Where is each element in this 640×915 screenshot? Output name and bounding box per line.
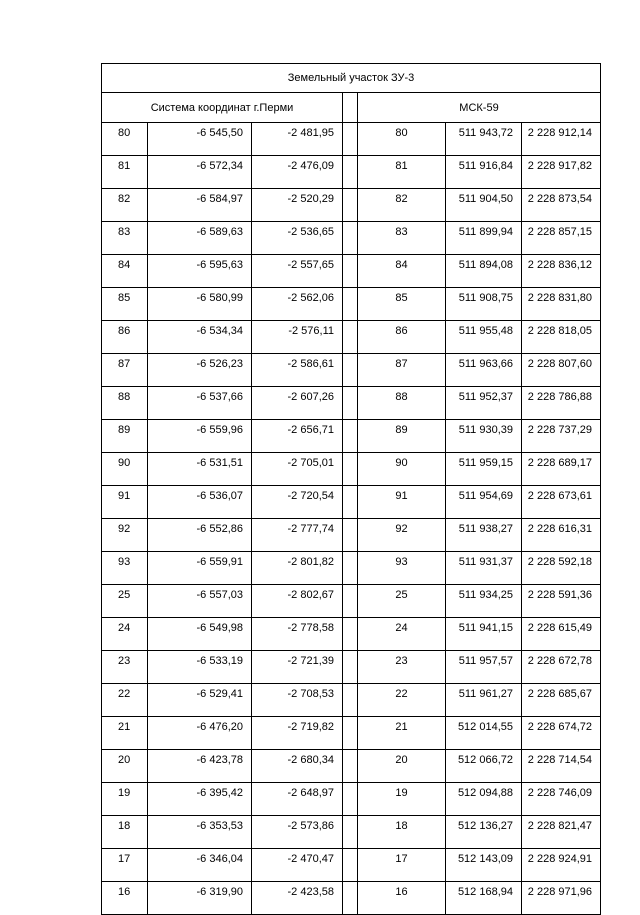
point-number-local: 18 bbox=[102, 816, 148, 849]
msk-y-value: 2 228 714,54 bbox=[522, 750, 601, 783]
spacer-cell bbox=[343, 255, 358, 288]
point-number-local: 92 bbox=[102, 519, 148, 552]
point-number-msk: 88 bbox=[358, 387, 446, 420]
point-number-local: 17 bbox=[102, 849, 148, 882]
local-y-value: -2 423,58 bbox=[252, 882, 343, 915]
msk-x-value: 512 168,94 bbox=[446, 882, 522, 915]
point-number-local: 89 bbox=[102, 420, 148, 453]
local-x-value: -6 534,34 bbox=[148, 321, 252, 354]
point-number-local: 16 bbox=[102, 882, 148, 915]
point-number-local: 87 bbox=[102, 354, 148, 387]
local-x-value: -6 595,63 bbox=[148, 255, 252, 288]
table-row bbox=[102, 453, 601, 486]
local-x-value: -6 395,42 bbox=[148, 783, 252, 816]
point-number-msk: 20 bbox=[358, 750, 446, 783]
msk-x-value: 512 136,27 bbox=[446, 816, 522, 849]
msk-x-value: 511 959,15 bbox=[446, 453, 522, 486]
table-row bbox=[102, 783, 601, 816]
msk-x-value: 511 938,27 bbox=[446, 519, 522, 552]
msk-x-value: 511 941,15 bbox=[446, 618, 522, 651]
spacer-cell bbox=[343, 156, 358, 189]
local-y-value: -2 586,61 bbox=[252, 354, 343, 387]
local-x-value: -6 572,34 bbox=[148, 156, 252, 189]
point-number-msk: 80 bbox=[358, 123, 446, 156]
local-y-value: -2 777,74 bbox=[252, 519, 343, 552]
coordinate-systems-row bbox=[102, 93, 601, 123]
msk-y-value: 2 228 615,49 bbox=[522, 618, 601, 651]
local-y-value: -2 720,54 bbox=[252, 486, 343, 519]
point-number-local: 22 bbox=[102, 684, 148, 717]
msk-x-value: 511 957,57 bbox=[446, 651, 522, 684]
point-number-msk: 91 bbox=[358, 486, 446, 519]
local-x-value: -6 346,04 bbox=[148, 849, 252, 882]
local-x-value: -6 589,63 bbox=[148, 222, 252, 255]
point-number-local: 88 bbox=[102, 387, 148, 420]
spacer-cell bbox=[343, 750, 358, 783]
msk-y-value: 2 228 873,54 bbox=[522, 189, 601, 222]
local-x-value: -6 536,07 bbox=[148, 486, 252, 519]
local-x-value: -6 423,78 bbox=[148, 750, 252, 783]
point-number-msk: 92 bbox=[358, 519, 446, 552]
msk-x-value: 511 904,50 bbox=[446, 189, 522, 222]
point-number-local: 85 bbox=[102, 288, 148, 321]
table-row bbox=[102, 420, 601, 453]
local-y-value: -2 719,82 bbox=[252, 717, 343, 750]
point-number-local: 86 bbox=[102, 321, 148, 354]
point-number-msk: 87 bbox=[358, 354, 446, 387]
point-number-msk: 18 bbox=[358, 816, 446, 849]
local-x-value: -6 584,97 bbox=[148, 189, 252, 222]
msk-x-value: 511 955,48 bbox=[446, 321, 522, 354]
msk-x-value: 511 943,72 bbox=[446, 123, 522, 156]
local-y-value: -2 680,34 bbox=[252, 750, 343, 783]
point-number-msk: 22 bbox=[358, 684, 446, 717]
point-number-local: 25 bbox=[102, 585, 148, 618]
point-number-local: 24 bbox=[102, 618, 148, 651]
spacer-cell bbox=[343, 783, 358, 816]
point-number-msk: 86 bbox=[358, 321, 446, 354]
msk-y-value: 2 228 786,88 bbox=[522, 387, 601, 420]
local-x-value: -6 559,91 bbox=[148, 552, 252, 585]
table-row bbox=[102, 123, 601, 156]
point-number-local: 83 bbox=[102, 222, 148, 255]
point-number-msk: 25 bbox=[358, 585, 446, 618]
local-y-value: -2 656,71 bbox=[252, 420, 343, 453]
local-x-value: -6 319,90 bbox=[148, 882, 252, 915]
point-number-msk: 85 bbox=[358, 288, 446, 321]
msk-x-value: 512 143,09 bbox=[446, 849, 522, 882]
msk-y-value: 2 228 818,05 bbox=[522, 321, 601, 354]
msk-y-value: 2 228 831,80 bbox=[522, 288, 601, 321]
local-y-value: -2 778,58 bbox=[252, 618, 343, 651]
table-row bbox=[102, 255, 601, 288]
point-number-msk: 17 bbox=[358, 849, 446, 882]
point-number-local: 19 bbox=[102, 783, 148, 816]
point-number-local: 90 bbox=[102, 453, 148, 486]
msk-x-value: 511 916,84 bbox=[446, 156, 522, 189]
point-number-msk: 83 bbox=[358, 222, 446, 255]
msk-y-value: 2 228 924,91 bbox=[522, 849, 601, 882]
spacer-cell bbox=[343, 519, 358, 552]
local-y-value: -2 705,01 bbox=[252, 453, 343, 486]
table-row bbox=[102, 156, 601, 189]
local-y-value: -2 536,65 bbox=[252, 222, 343, 255]
point-number-msk: 84 bbox=[358, 255, 446, 288]
local-x-value: -6 537,66 bbox=[148, 387, 252, 420]
msk-y-value: 2 228 616,31 bbox=[522, 519, 601, 552]
point-number-local: 21 bbox=[102, 717, 148, 750]
local-x-value: -6 580,99 bbox=[148, 288, 252, 321]
local-y-value: -2 648,97 bbox=[252, 783, 343, 816]
spacer-cell bbox=[343, 321, 358, 354]
msk-x-value: 512 066,72 bbox=[446, 750, 522, 783]
spacer-cell bbox=[343, 585, 358, 618]
msk-y-value: 2 228 737,29 bbox=[522, 420, 601, 453]
local-x-value: -6 545,50 bbox=[148, 123, 252, 156]
table-row bbox=[102, 849, 601, 882]
table-row bbox=[102, 651, 601, 684]
msk-x-value: 511 954,69 bbox=[446, 486, 522, 519]
msk-y-value: 2 228 674,72 bbox=[522, 717, 601, 750]
spacer-cell bbox=[343, 222, 358, 255]
msk-y-value: 2 228 807,60 bbox=[522, 354, 601, 387]
table-row bbox=[102, 618, 601, 651]
spacer-cell bbox=[343, 717, 358, 750]
table-title: Земельный участок ЗУ-3 bbox=[102, 64, 601, 93]
point-number-local: 81 bbox=[102, 156, 148, 189]
table-row bbox=[102, 585, 601, 618]
table-row bbox=[102, 486, 601, 519]
local-y-value: -2 520,29 bbox=[252, 189, 343, 222]
msk-y-value: 2 228 912,14 bbox=[522, 123, 601, 156]
msk-y-value: 2 228 592,18 bbox=[522, 552, 601, 585]
msk-x-value: 511 908,75 bbox=[446, 288, 522, 321]
local-y-value: -2 470,47 bbox=[252, 849, 343, 882]
point-number-msk: 93 bbox=[358, 552, 446, 585]
left-system-header: Система координат г.Перми bbox=[102, 93, 343, 123]
local-x-value: -6 531,51 bbox=[148, 453, 252, 486]
local-y-value: -2 557,65 bbox=[252, 255, 343, 288]
msk-x-value: 511 930,39 bbox=[446, 420, 522, 453]
point-number-msk: 90 bbox=[358, 453, 446, 486]
local-y-value: -2 562,06 bbox=[252, 288, 343, 321]
msk-x-value: 511 963,66 bbox=[446, 354, 522, 387]
table-row bbox=[102, 552, 601, 585]
msk-y-value: 2 228 685,67 bbox=[522, 684, 601, 717]
point-number-msk: 89 bbox=[358, 420, 446, 453]
table-row bbox=[102, 189, 601, 222]
local-x-value: -6 559,96 bbox=[148, 420, 252, 453]
msk-y-value: 2 228 857,15 bbox=[522, 222, 601, 255]
point-number-local: 23 bbox=[102, 651, 148, 684]
local-x-value: -6 476,20 bbox=[148, 717, 252, 750]
local-x-value: -6 526,23 bbox=[148, 354, 252, 387]
local-y-value: -2 721,39 bbox=[252, 651, 343, 684]
msk-y-value: 2 228 836,12 bbox=[522, 255, 601, 288]
local-y-value: -2 573,86 bbox=[252, 816, 343, 849]
spacer-cell bbox=[343, 849, 358, 882]
point-number-msk: 21 bbox=[358, 717, 446, 750]
local-x-value: -6 533,19 bbox=[148, 651, 252, 684]
msk-x-value: 511 899,94 bbox=[446, 222, 522, 255]
spacer-cell bbox=[343, 651, 358, 684]
local-y-value: -2 802,67 bbox=[252, 585, 343, 618]
msk-x-value: 511 961,27 bbox=[446, 684, 522, 717]
msk-x-value: 511 934,25 bbox=[446, 585, 522, 618]
table-row bbox=[102, 816, 601, 849]
table-row bbox=[102, 519, 601, 552]
spacer-cell bbox=[343, 93, 358, 123]
table-row bbox=[102, 750, 601, 783]
table-row bbox=[102, 717, 601, 750]
spacer-cell bbox=[343, 552, 358, 585]
msk-x-value: 512 094,88 bbox=[446, 783, 522, 816]
msk-y-value: 2 228 971,96 bbox=[522, 882, 601, 915]
table-row bbox=[102, 354, 601, 387]
spacer-cell bbox=[343, 486, 358, 519]
spacer-cell bbox=[343, 618, 358, 651]
point-number-msk: 82 bbox=[358, 189, 446, 222]
point-number-local: 82 bbox=[102, 189, 148, 222]
point-number-msk: 23 bbox=[358, 651, 446, 684]
right-system-header: МСК-59 bbox=[358, 93, 601, 123]
msk-x-value: 511 894,08 bbox=[446, 255, 522, 288]
msk-y-value: 2 228 746,09 bbox=[522, 783, 601, 816]
point-number-local: 80 bbox=[102, 123, 148, 156]
spacer-cell bbox=[343, 453, 358, 486]
table-row bbox=[102, 684, 601, 717]
table-row bbox=[102, 321, 601, 354]
local-x-value: -6 549,98 bbox=[148, 618, 252, 651]
point-number-local: 93 bbox=[102, 552, 148, 585]
table-row bbox=[102, 288, 601, 321]
local-y-value: -2 607,26 bbox=[252, 387, 343, 420]
local-y-value: -2 476,09 bbox=[252, 156, 343, 189]
spacer-cell bbox=[343, 288, 358, 321]
spacer-cell bbox=[343, 123, 358, 156]
spacer-cell bbox=[343, 816, 358, 849]
coordinates-table bbox=[101, 63, 601, 915]
local-y-value: -2 576,11 bbox=[252, 321, 343, 354]
msk-y-value: 2 228 917,82 bbox=[522, 156, 601, 189]
point-number-msk: 19 bbox=[358, 783, 446, 816]
table-row bbox=[102, 387, 601, 420]
point-number-local: 84 bbox=[102, 255, 148, 288]
msk-x-value: 511 931,37 bbox=[446, 552, 522, 585]
point-number-msk: 81 bbox=[358, 156, 446, 189]
local-x-value: -6 552,86 bbox=[148, 519, 252, 552]
spacer-cell bbox=[343, 882, 358, 915]
msk-x-value: 511 952,37 bbox=[446, 387, 522, 420]
msk-y-value: 2 228 821,47 bbox=[522, 816, 601, 849]
point-number-local: 20 bbox=[102, 750, 148, 783]
table-row bbox=[102, 882, 601, 915]
local-y-value: -2 708,53 bbox=[252, 684, 343, 717]
local-x-value: -6 557,03 bbox=[148, 585, 252, 618]
spacer-cell bbox=[343, 420, 358, 453]
msk-y-value: 2 228 591,36 bbox=[522, 585, 601, 618]
local-x-value: -6 353,53 bbox=[148, 816, 252, 849]
coordinates-document bbox=[101, 63, 600, 915]
spacer-cell bbox=[343, 189, 358, 222]
point-number-msk: 24 bbox=[358, 618, 446, 651]
msk-y-value: 2 228 689,17 bbox=[522, 453, 601, 486]
table-title-row bbox=[102, 64, 601, 93]
table-row bbox=[102, 222, 601, 255]
local-x-value: -6 529,41 bbox=[148, 684, 252, 717]
spacer-cell bbox=[343, 354, 358, 387]
point-number-msk: 16 bbox=[358, 882, 446, 915]
msk-y-value: 2 228 672,78 bbox=[522, 651, 601, 684]
spacer-cell bbox=[343, 684, 358, 717]
spacer-cell bbox=[343, 387, 358, 420]
msk-x-value: 512 014,55 bbox=[446, 717, 522, 750]
point-number-local: 91 bbox=[102, 486, 148, 519]
local-y-value: -2 481,95 bbox=[252, 123, 343, 156]
local-y-value: -2 801,82 bbox=[252, 552, 343, 585]
msk-y-value: 2 228 673,61 bbox=[522, 486, 601, 519]
